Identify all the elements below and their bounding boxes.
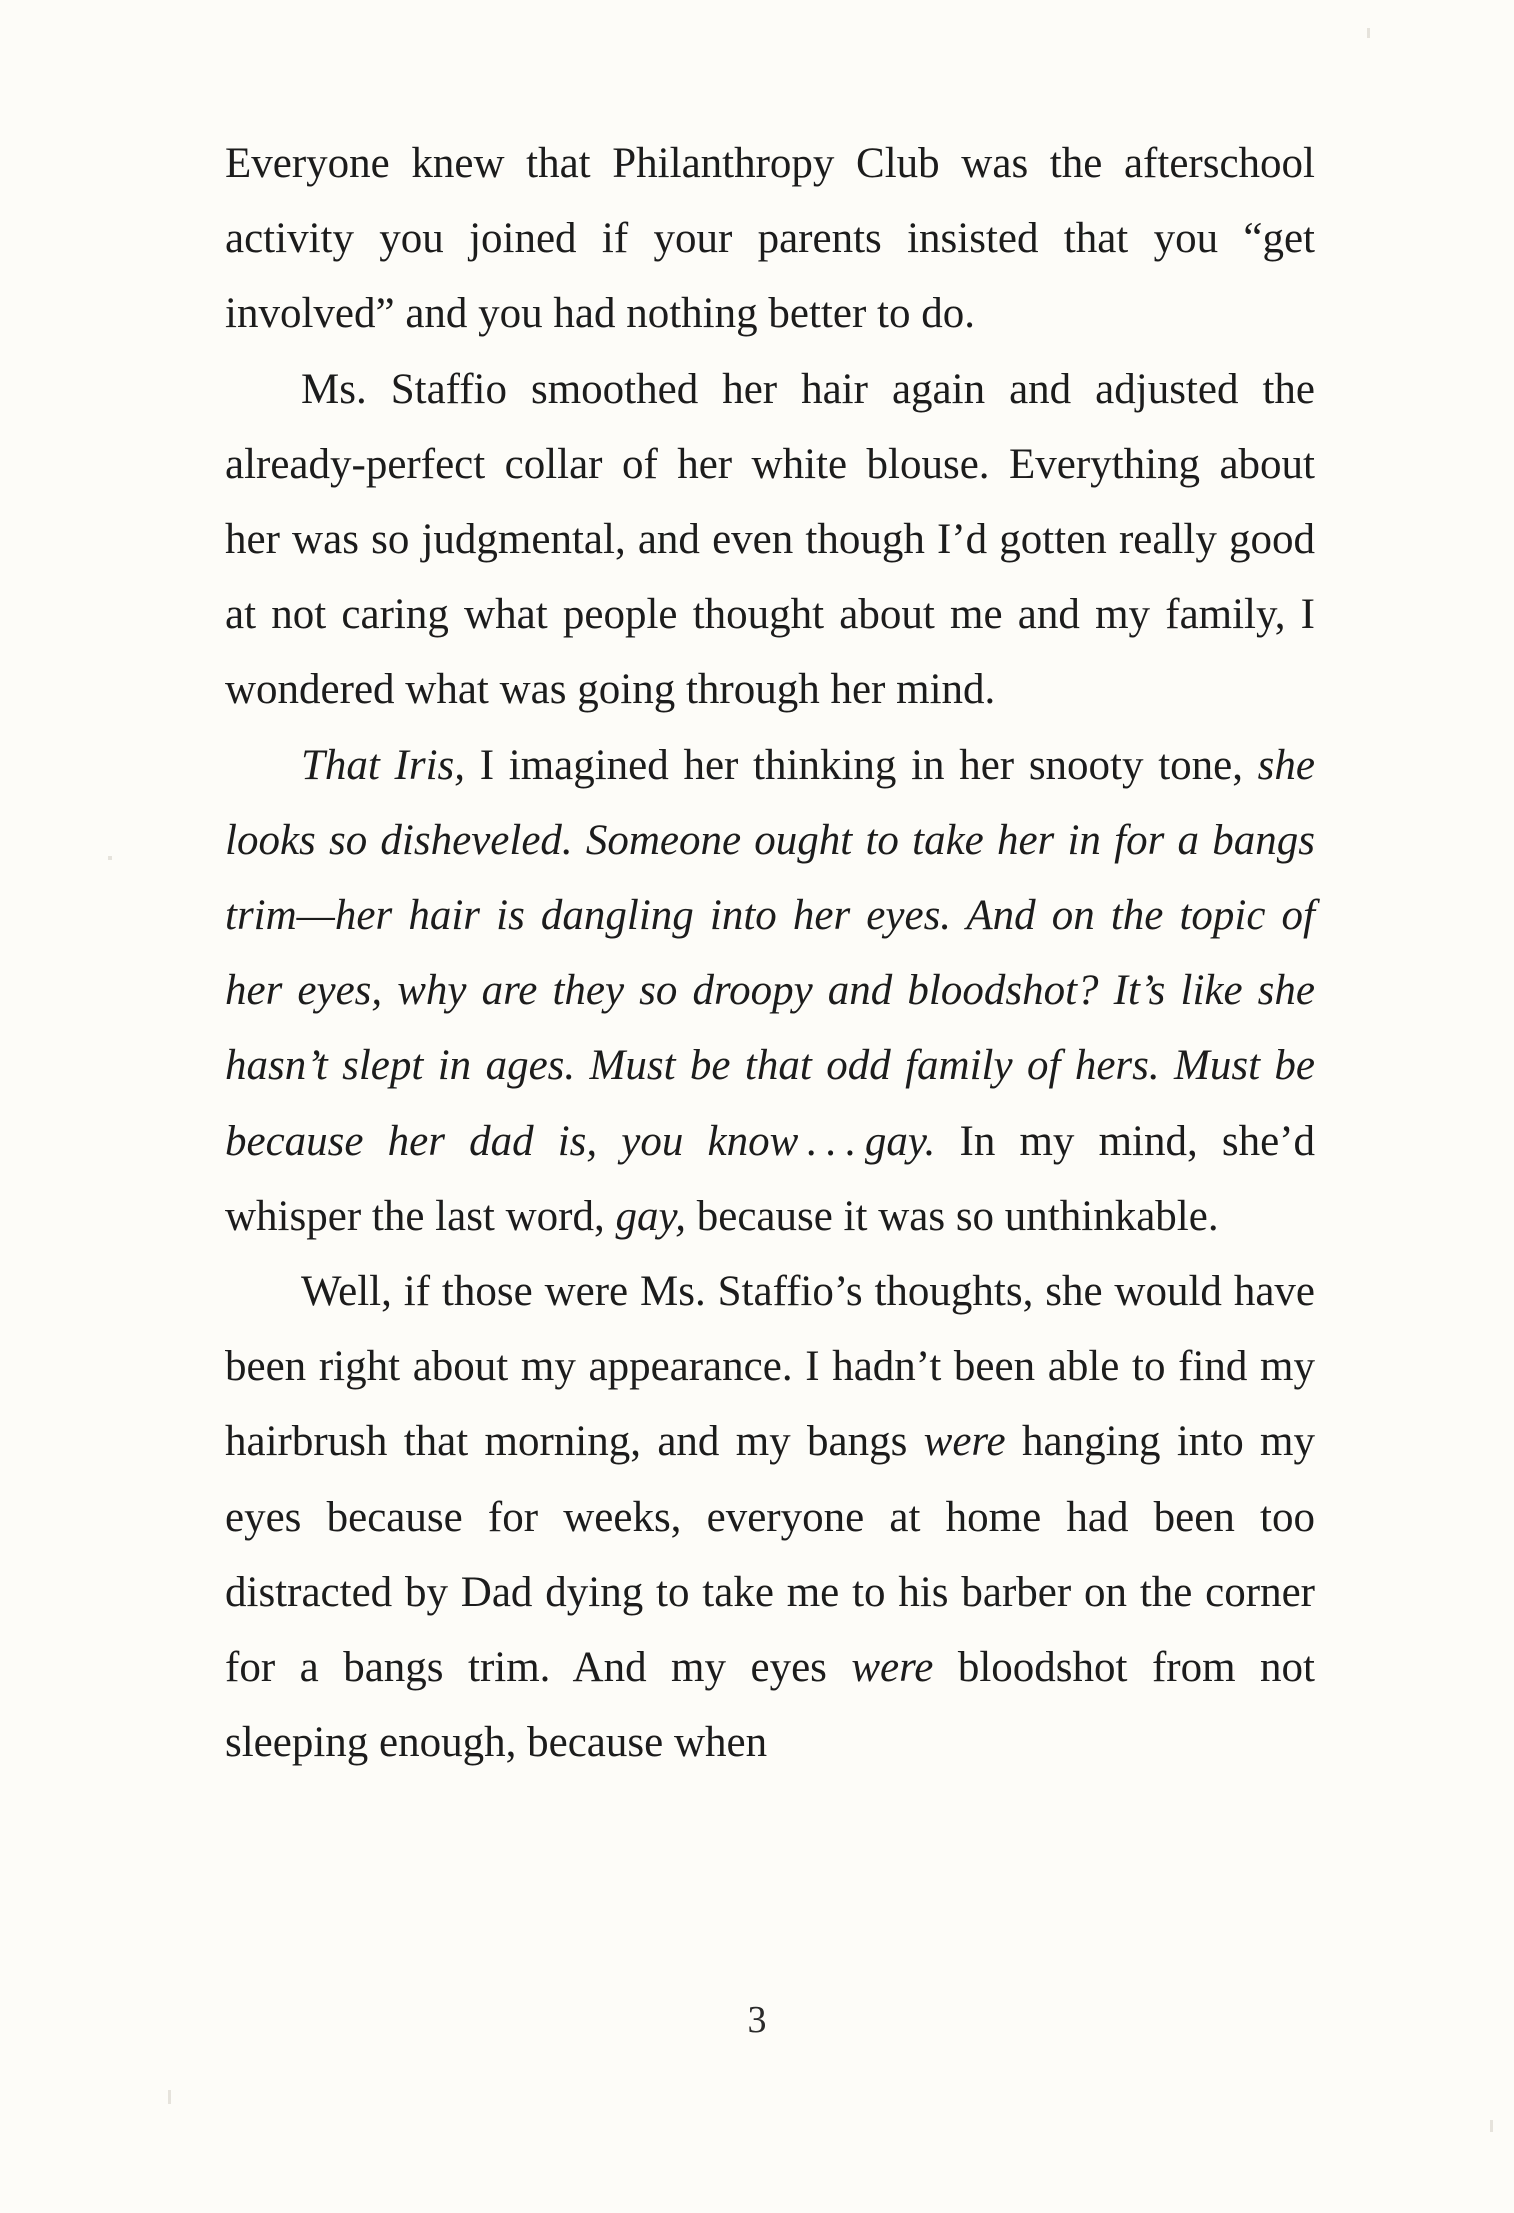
page-number: 3 — [747, 1999, 767, 2041]
italic-run: That Iris, — [301, 741, 466, 789]
italic-run: she looks so disheveled. Someone ought to take her in for a bangs trim—her hair is dangling into her eyes. And on the topic of her eyes, why are they so droopy and bloodshot? It’s like she hasn’t slept in ages. Must be that odd family of hers. Must be because her dad is, you know . . . gay. — [225, 741, 1315, 1165]
text-run: hanging into my eyes because for weeks, everyone at home had been too distracted by Dad dying to take me to his barber on the corner for a bangs trim. And my eyes — [225, 1418, 1316, 1692]
text-run: because it was so unthinkable. — [685, 1192, 1219, 1240]
italic-run: gay, — [615, 1192, 686, 1240]
italic-run: were — [851, 1644, 934, 1692]
text-run: I imagined her thinking in her snooty tone, — [465, 741, 1258, 789]
italic-run: were — [923, 1418, 1006, 1466]
text-run: Ms. Staffio smoothed her hair again and adjusted the already-perfect collar of her white blouse. Everything about her was so judgmental, and even though I’d gotten really good at not caring what people thought about me and my family, I wondered what was going through her mind. — [225, 365, 1315, 714]
scan-speck — [168, 2090, 171, 2104]
scan-speck — [1367, 28, 1370, 38]
paragraph — [225, 352, 1315, 728]
text-run: Well, if those were Ms. Staffio’s thoughts, she would have been right about my appearance. I hadn’t been able to find my hairbrush that morning, and my bangs — [225, 1268, 1315, 1466]
paragraph — [225, 728, 1315, 1254]
scan-speck — [108, 856, 112, 860]
text-run: Everyone knew that Philanthropy Club was the afterschool activity you joined if your parents insisted that you “get involved” and you had nothing better to do. — [225, 140, 1315, 338]
paragraph — [225, 1254, 1315, 1780]
body-text — [225, 126, 1315, 1780]
scan-speck — [1490, 2120, 1493, 2132]
text-run: bloodshot from not sleeping enough, because when — [225, 1644, 1315, 1767]
text-run: In my mind, she’d whisper the last word, — [225, 1117, 1315, 1240]
paragraph — [225, 126, 1315, 352]
